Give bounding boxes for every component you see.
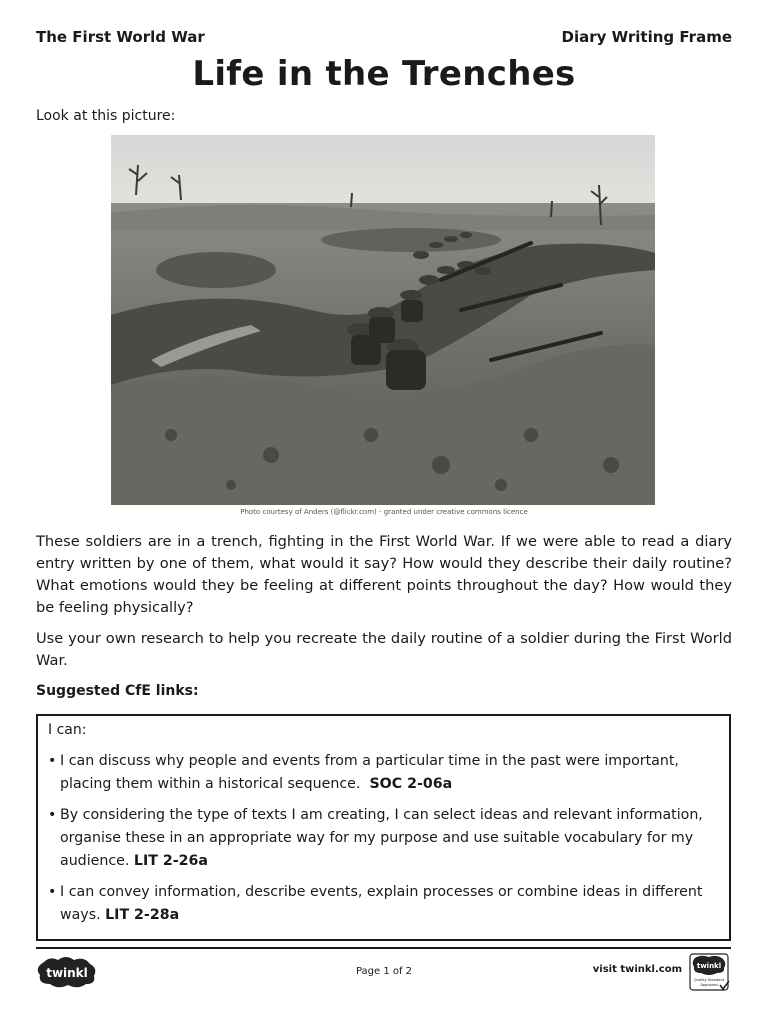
badge-line-1: Quality Standard	[693, 978, 725, 982]
cfe-item-code: LIT 2-26a	[133, 853, 208, 869]
cfe-item-body	[48, 804, 718, 873]
trench-photo-image	[111, 135, 655, 505]
intro-text: Look at this picture:	[36, 108, 176, 124]
subject-label: The First World War	[36, 28, 205, 46]
cfe-item-body	[48, 750, 718, 796]
trench-photo	[111, 135, 655, 505]
badge-brand: twinkl	[696, 962, 722, 970]
bullet: •	[48, 884, 57, 900]
logo-text: twinkl	[46, 966, 88, 980]
visit-link[interactable]: visit twinkl.com	[592, 964, 682, 975]
cfe-item-code: LIT 2-28a	[105, 907, 180, 923]
cfe-item-code: SOC 2-06a	[369, 776, 453, 792]
cfe-item	[48, 750, 718, 796]
bullet: •	[48, 807, 57, 823]
cfe-item-text: I can convey information, describe events, explain processes or combine ideas in different ways.	[60, 884, 703, 923]
photo-caption: Photo courtesy of Anders (@flickr.com) - granted under creative commons licence	[240, 508, 528, 516]
footer-divider	[36, 947, 731, 949]
cfe-item	[48, 804, 718, 873]
page-title: Life in the Trenches	[192, 54, 576, 94]
i-can-label: I can:	[48, 722, 87, 738]
instruction-paragraph-2: Use your own research to help you recreate the daily routine of a soldier during the First World War.	[36, 630, 732, 669]
bullet: •	[48, 753, 57, 769]
cfe-links-box	[36, 714, 731, 941]
cfe-item-text: By considering the type of texts I am creating, I can select ideas and relevant information, organise these in an appropriate way for my purpose and use suitable vocabulary for my audience.	[60, 807, 703, 869]
badge-line-2: Approved	[700, 983, 718, 987]
frame-type-label: Diary Writing Frame	[561, 28, 732, 46]
cfe-item	[48, 881, 718, 927]
instruction-paragraph-1: These soldiers are in a trench, fighting in the First World War. If we were able to read a diary entry written by one of them, what would it say? How would they describe their daily routine? What emotions would they be feeling at different points throughout the day? How would they be feeling physically?	[36, 533, 732, 616]
cfe-item-body	[48, 881, 718, 927]
cfe-links-heading: Suggested CfE links:	[36, 683, 199, 699]
page-number: Page 1 of 2	[355, 966, 413, 977]
quality-standard-badge	[689, 953, 731, 993]
cfe-item-text: I can discuss why people and events from a particular time in the past were important, placing them within a historical sequence.	[60, 753, 679, 792]
